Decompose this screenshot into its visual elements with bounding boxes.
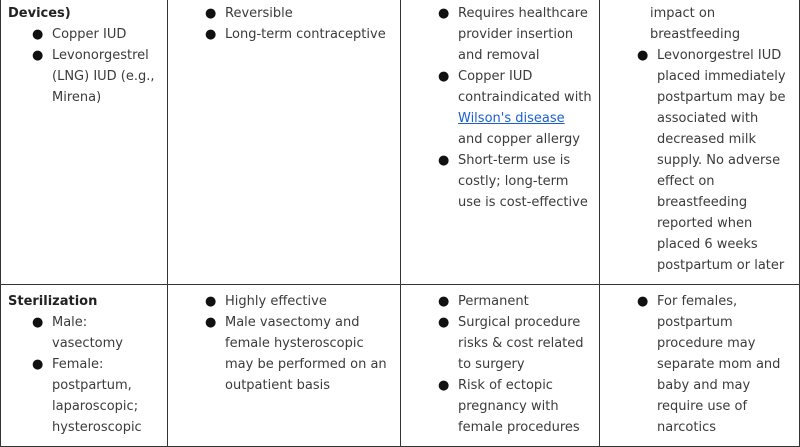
list-item: ● Surgical procedure risks & cost related to surgery [458, 312, 593, 375]
bullet-icon: ● [205, 6, 217, 21]
table-row-iud [1, 0, 800, 285]
list-item: ● Permanent [458, 291, 593, 312]
advantages-list [175, 291, 394, 396]
list-item: ● Highly effective [225, 291, 394, 312]
wilsons-disease-link[interactable]: Wilson's disease [458, 111, 565, 126]
cell-method-iud [1, 0, 168, 285]
list-item: ● Long-term contraceptive [225, 24, 394, 45]
bullet-icon: ● [205, 315, 217, 330]
bullet-icon: ● [32, 27, 44, 42]
method-list [8, 24, 161, 108]
method-heading: Devices) [8, 6, 71, 21]
list-item: ● Requires healthcare provider insertion and removal [458, 3, 593, 66]
bullet-icon: ● [438, 69, 450, 84]
list-item: ● Reversible [225, 3, 394, 24]
bullet-icon: ● [637, 48, 649, 63]
list-item: ● For females, postpartum procedure may separate mom and baby and may require use of narcotics [657, 291, 793, 438]
list-item: ● Levonorgestrel IUD placed immediately postpartum may be associated with decreased milk supply. No adverse effect on breastfeeding reported when placed 6 weeks postpartum or later [657, 45, 793, 276]
breastfeeding-list [607, 291, 793, 438]
cell-advantages-sterilization [168, 285, 401, 447]
list-item: ● Risk of ectopic pregnancy with female procedures [458, 375, 593, 438]
list-item: ● Male: vasectomy [52, 312, 161, 354]
bullet-icon: ● [438, 6, 450, 21]
bullet-icon: ● [438, 294, 450, 309]
bullet-icon: ● [32, 357, 44, 372]
bullet-icon: ● [32, 315, 44, 330]
list-item: ● Copper IUD [52, 24, 161, 45]
list-item: ● Copper IUD contraindicated with Wilson's disease and copper allergy [458, 66, 593, 150]
bullet-icon: ● [438, 153, 450, 168]
cell-breastfeeding-sterilization [600, 285, 800, 447]
bullet-icon: ● [205, 27, 217, 42]
cell-breastfeeding-iud [600, 0, 800, 285]
cell-method-sterilization [1, 285, 168, 447]
advantages-list [175, 3, 394, 45]
continued-text: impact on breastfeeding [650, 6, 741, 42]
cell-disadvantages-iud [401, 0, 600, 285]
bullet-icon: ● [438, 315, 450, 330]
disadvantages-list [408, 3, 593, 213]
list-item: ● Short-term use is costly; long-term use is cost-effective [458, 150, 593, 213]
method-list [8, 312, 161, 438]
breastfeeding-list [607, 45, 793, 276]
bullet-icon: ● [637, 294, 649, 309]
bullet-icon: ● [205, 294, 217, 309]
table-row-sterilization [1, 285, 800, 447]
cell-advantages-iud [168, 0, 401, 285]
cell-disadvantages-sterilization [401, 285, 600, 447]
disadvantages-list [408, 291, 593, 438]
bullet-icon: ● [32, 48, 44, 63]
list-item: ● Female: postpartum, laparoscopic; hysteroscopic [52, 354, 161, 438]
list-item: ● Male vasectomy and female hysteroscopic may be performed on an outpatient basis [225, 312, 394, 396]
bullet-icon: ● [438, 378, 450, 393]
method-heading: Sterilization [8, 294, 98, 309]
list-item: ● Levonorgestrel (LNG) IUD (e.g., Mirena) [52, 45, 161, 108]
